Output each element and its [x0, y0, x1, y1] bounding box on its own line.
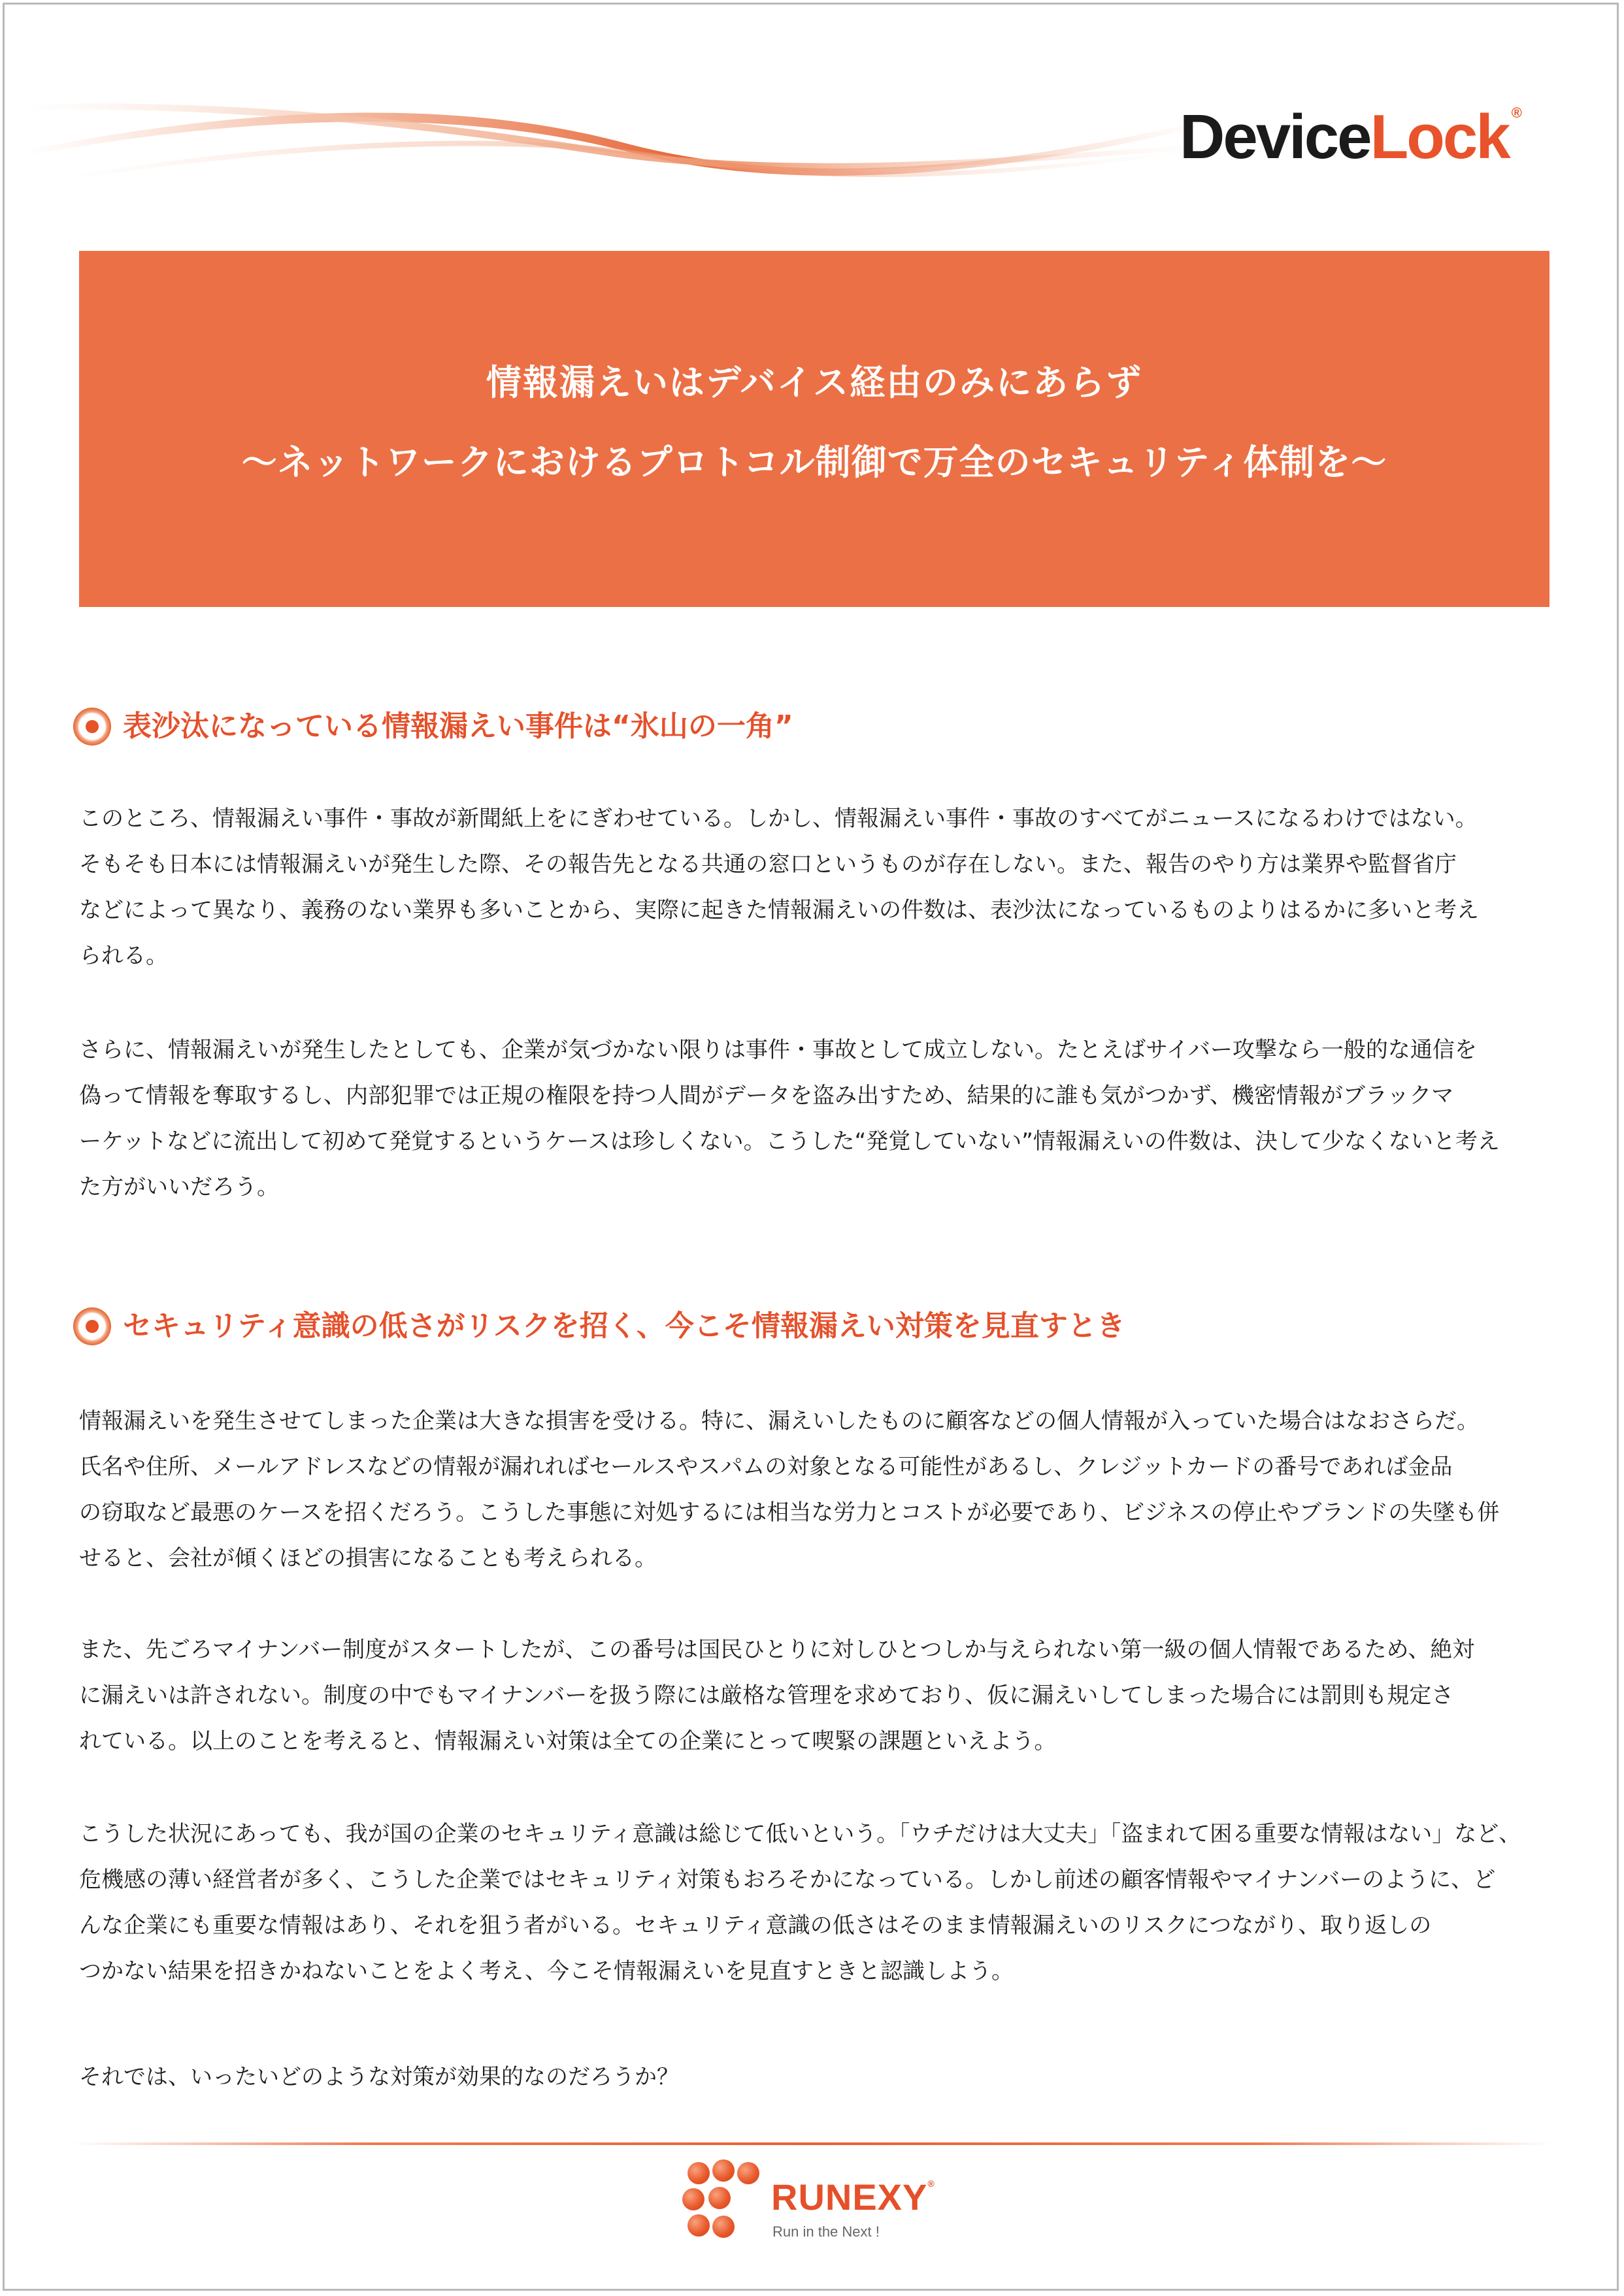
paragraph-line: そもそも日本には情報漏えいが発生した際、その報告先となる共通の窓口というものが存在しない。また、報告のやり方は業界や監督省庁	[79, 851, 1457, 877]
page-title: 情報漏えいはデバイス経由のみにあらず	[486, 362, 1143, 403]
paragraph-line: れている。以上のことを考えると、情報漏えい対策は全ての企業にとって喫緊の課題といえよう。	[79, 1728, 1057, 1754]
target-bullet-icon	[73, 708, 111, 746]
paragraph-line: んな企業にも重要な情報はあり、それを狙う者がいる。セキュリティ意識の低さはそのまま情報漏えいのリスクにつながり、取り返しの	[79, 1912, 1432, 1939]
logo-registered-mark: ®	[1511, 105, 1520, 121]
paragraph	[79, 1398, 1556, 1581]
paragraph	[79, 1027, 1556, 1210]
paragraph-line: に漏えいは許されない。制度の中でもマイナンバーを扱う際には厳格な管理を求めており、仮に漏えいしてしまった場合には罰則も規定さ	[79, 1682, 1454, 1709]
paragraph-line: られる。	[79, 943, 168, 969]
paragraph-line: 危機感の薄い経営者が多く、こうした企業ではセキュリティ対策もおろそかになっている。しかし前述の顧客情報やマイナンバーのように、ど	[79, 1867, 1496, 1893]
footer-tagline: Run in the Next !	[772, 2223, 880, 2240]
paragraph-line: た方がいいだろう。	[79, 1174, 279, 1200]
paragraph-line: このところ、情報漏えい事件・事故が新聞紙上をにぎわせている。しかし、情報漏えい事件・事故のすべてがニュースになるわけではない。	[79, 806, 1478, 832]
footer-company-name: RUNEXY®	[771, 2176, 935, 2218]
paragraph-line: また、先ごろマイナンバー制度がスタートしたが、この番号は国民ひとりに対しひとつしか与えられない第一級の個人情報であるため、絶対	[79, 1637, 1475, 1663]
runexy-dots-icon	[680, 2159, 765, 2244]
devicelock-logo	[1180, 102, 1520, 172]
footer-divider	[72, 2142, 1552, 2145]
paragraph-line: こうした状況にあっても、我が国の企業のセキュリティ意識は総じて低いという。「ウチだけは大丈夫」「盗まれて困る重要な情報はない」など、	[79, 1821, 1521, 1847]
paragraph-line: せると、会社が傾くほどの損害になることも考えられる。	[79, 1545, 657, 1571]
title-banner	[79, 251, 1549, 607]
paragraph	[79, 2054, 1556, 2100]
paragraph-line: それでは、いったいどのような対策が効果的なのだろうか？	[79, 2064, 679, 2090]
paragraph-line: の窃取など最悪のケースを招くだろう。こうした事態に対処するには相当な労力とコストが必要であり、ビジネスの停止やブランドの失墜も併	[79, 1500, 1500, 1526]
header-swoosh-decoration	[26, 78, 1216, 189]
paragraph-line: ーケットなどに流出して初めて発覚するというケースは珍しくない。こうした“発覚していない”情報漏えいの件数は、決して少なくないと考え	[79, 1128, 1500, 1155]
paragraph-line: つかない結果を招きかねないことをよく考え、今こそ情報漏えいを見直すときと認識しよう。	[79, 1958, 1014, 1984]
page-subtitle: ～ネットワークにおけるプロトコル制御で万全のセキュリティ体制を～	[241, 442, 1387, 483]
section-heading-text: 表沙汰になっている情報漏えい事件は“氷山の一角”	[123, 710, 793, 743]
section-heading-1	[73, 700, 793, 753]
paragraph-line: さらに、情報漏えいが発生したとしても、企業が気づかない限りは事件・事故として成立しない。たとえばサイバー攻撃なら一般的な通信を	[79, 1037, 1477, 1063]
paragraph-line: 偽って情報を奪取するし、内部犯罪では正規の権限を持つ人間がデータを盗み出すため、結果的に誰も気がつかず、機密情報がブラックマ	[79, 1083, 1454, 1109]
paragraph-line: 情報漏えいを発生させてしまった企業は大きな損害を受ける。特に、漏えいしたものに顧客などの個人情報が入っていた場合はなおさらだ。	[79, 1408, 1479, 1434]
target-bullet-icon	[73, 1307, 111, 1345]
section-heading-2	[73, 1300, 1125, 1353]
paragraph-line: 氏名や住所、メールアドレスなどの情報が漏れればセールスやスパムの対象となる可能性があるし、クレジットカードの番号であれば金品	[79, 1454, 1453, 1480]
paragraph	[79, 1627, 1556, 1764]
paragraph-line: などによって異なり、義務のない業界も多いことから、実際に起きた情報漏えいの件数は、表沙汰になっているものよりはるかに多いと考え	[79, 897, 1479, 923]
section-heading-text: セキュリティ意識の低さがリスクを招く、今こそ情報漏えい対策を見直すとき	[123, 1309, 1125, 1343]
paragraph	[79, 1811, 1556, 1994]
logo-text-device: Device	[1180, 102, 1370, 172]
paragraph	[79, 796, 1556, 979]
runexy-logo	[680, 2159, 954, 2248]
logo-text-lock: Lock	[1370, 102, 1509, 172]
